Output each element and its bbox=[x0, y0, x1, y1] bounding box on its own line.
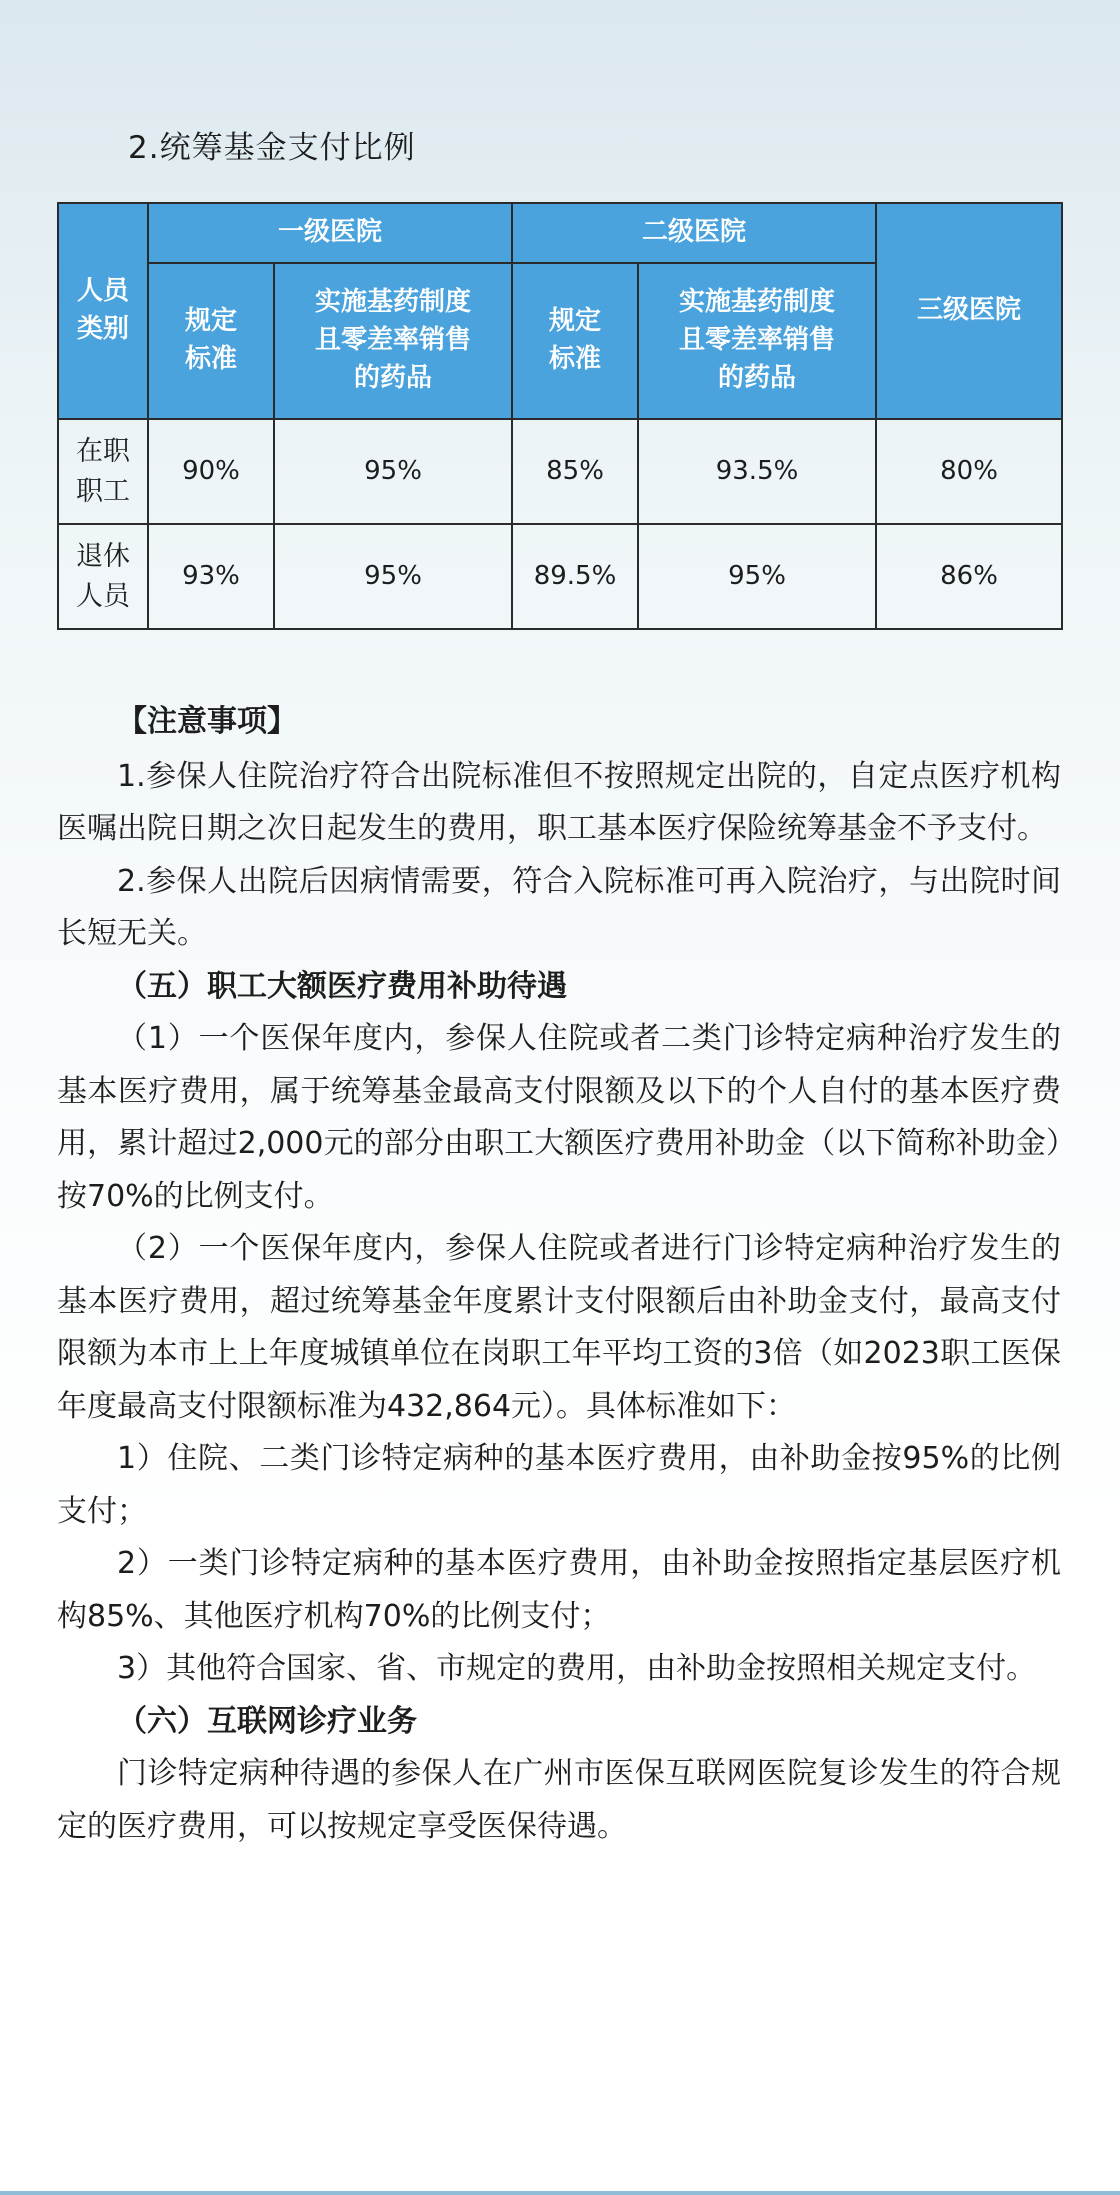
section-title: 2.统筹基金支付比例 bbox=[128, 130, 416, 166]
header-category: 人员类别 bbox=[58, 203, 148, 419]
section-heading-6: （六）互联网诊疗业务 bbox=[117, 1703, 417, 1739]
cell-l2-essential: 95% bbox=[638, 524, 876, 629]
cell-l1-essential: 95% bbox=[274, 419, 512, 524]
cell-l2-standard: 85% bbox=[512, 419, 638, 524]
cell-l1-standard: 90% bbox=[148, 419, 274, 524]
cell-l2-standard: 89.5% bbox=[512, 524, 638, 629]
paragraph: 3）其他符合国家、省、市规定的费用，由补助金按照相关规定支付。 bbox=[117, 1651, 1037, 1686]
row-category: 在职职工 bbox=[58, 419, 148, 524]
paragraph: （2）一个医保年度内，参保人住院或者进行门诊特定病种治疗发生的基本医疗费用，超过统筹基金年度累计支付限额后由补助金支付，最高支付限额为本市上上年度城镇单位在岗职工年平均工资的3倍（如2023职工医保年度最高支付限额标准为432,864元）。具体标准如下： bbox=[57, 1231, 1061, 1424]
header-l2-essential: 实施基药制度且零差率销售的药品 bbox=[638, 263, 876, 419]
bottom-border bbox=[0, 2191, 1120, 2195]
body-text bbox=[57, 696, 1061, 1853]
notice-paragraph: 2.参保人出院后因病情需要，符合入院标准可再入院治疗，与出院时间长短无关。 bbox=[57, 863, 1061, 951]
section-heading-5: （五）职工大额医疗费用补助待遇 bbox=[117, 968, 567, 1004]
paragraph: 2）一类门诊特定病种的基本医疗费用，由补助金按照指定基层医疗机构85%、其他医疗机构70%的比例支付； bbox=[57, 1546, 1061, 1634]
payment-ratio-table bbox=[57, 202, 1063, 630]
paragraph: （1）一个医保年度内，参保人住院或者二类门诊特定病种治疗发生的基本医疗费用，属于统筹基金最高支付限额及以下的个人自付的基本医疗费用，累计超过2,000元的部分由职工大额医疗费用补助金（以下简称补助金）按70%的比例支付。 bbox=[57, 1021, 1061, 1214]
cell-l1-essential: 95% bbox=[274, 524, 512, 629]
header-level3: 三级医院 bbox=[876, 203, 1062, 419]
cell-l1-standard: 93% bbox=[148, 524, 274, 629]
cell-l3: 86% bbox=[876, 524, 1062, 629]
header-l1-standard: 规定标准 bbox=[148, 263, 274, 419]
notice-paragraph: 1.参保人住院治疗符合出院标准但不按照规定出院的，自定点医疗机构医嘱出院日期之次日起发生的费用，职工基本医疗保险统筹基金不予支付。 bbox=[57, 758, 1061, 846]
header-level2: 二级医院 bbox=[512, 203, 876, 263]
header-l2-standard: 规定标准 bbox=[512, 263, 638, 419]
notice-heading: 【注意事项】 bbox=[117, 704, 297, 739]
paragraph: 1）住院、二类门诊特定病种的基本医疗费用，由补助金按95%的比例支付； bbox=[57, 1441, 1061, 1529]
cell-l3: 80% bbox=[876, 419, 1062, 524]
header-level1: 一级医院 bbox=[148, 203, 512, 263]
table-row bbox=[58, 524, 1062, 629]
table-row bbox=[58, 419, 1062, 524]
cell-l2-essential: 93.5% bbox=[638, 419, 876, 524]
header-l1-essential: 实施基药制度且零差率销售的药品 bbox=[274, 263, 512, 419]
paragraph: 门诊特定病种待遇的参保人在广州市医保互联网医院复诊发生的符合规定的医疗费用，可以按规定享受医保待遇。 bbox=[57, 1756, 1061, 1844]
row-category: 退休人员 bbox=[58, 524, 148, 629]
